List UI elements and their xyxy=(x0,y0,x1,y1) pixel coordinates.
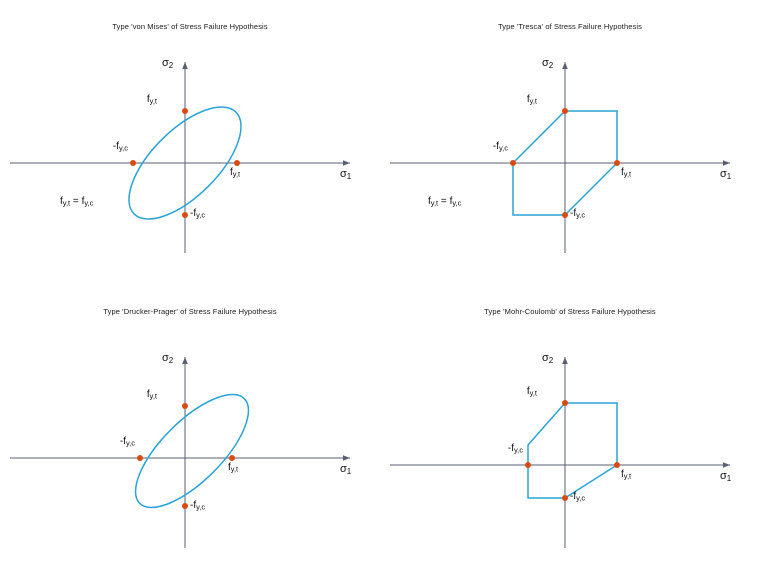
note-equal-strength: $f_{y,t} = f_{y,c}$ xyxy=(428,196,462,208)
label-fyt-right: $f_{y,t}$ xyxy=(230,167,241,179)
y-axis-label: $\sigma_2$ xyxy=(162,352,174,365)
label-fyc-bottom: $-f_{y,c}$ xyxy=(190,208,206,220)
failure-envelope-curve xyxy=(528,403,617,498)
axes xyxy=(390,357,730,548)
label-fyc-left: $-f_{y,c}$ xyxy=(492,141,508,153)
label-fyt-right: $f_{y,t}$ xyxy=(621,167,632,179)
panel-drucker-prager xyxy=(0,285,380,570)
panel-tresca xyxy=(380,0,760,285)
label-fyc-left: $-f_{y,c}$ xyxy=(119,436,135,448)
x-axis-label: $\sigma_1$ xyxy=(720,470,732,483)
label-fyc-left: $-f_{y,c}$ xyxy=(112,141,128,153)
marker-points xyxy=(137,403,235,509)
y-axis-label: $\sigma_2$ xyxy=(542,352,554,365)
von-mises-plot xyxy=(0,0,380,285)
note-equal-strength: $f_{y,t} = f_{y,c}$ xyxy=(60,196,94,208)
label-fyt-right: $f_{y,t}$ xyxy=(621,469,632,481)
label-fyt-top: $f_{y,t}$ xyxy=(146,389,157,401)
label-fyt-top: $f_{y,t}$ xyxy=(526,94,537,106)
label-fyt-right: $f_{y,t}$ xyxy=(228,462,239,474)
label-fyc-bottom: $-f_{y,c}$ xyxy=(570,208,586,220)
panel-title: Type 'Drucker-Prager' of Stress Failure Hypothesis xyxy=(103,307,277,316)
panel-title: Type 'von Mises' of Stress Failure Hypothesis xyxy=(112,22,268,31)
y-axis-label: $\sigma_2$ xyxy=(542,57,554,70)
label-fyc-bottom: $-f_{y,c}$ xyxy=(570,491,586,503)
panel-title: Type 'Tresca' of Stress Failure Hypothesis xyxy=(498,22,642,31)
panel-title: Type 'Mohr-Coulomb' of Stress Failure Hypothesis xyxy=(484,307,656,316)
drucker-prager-plot xyxy=(0,285,380,570)
y-axis-label: $\sigma_2$ xyxy=(162,57,174,70)
x-axis-label: $\sigma_1$ xyxy=(720,168,732,181)
label-fyt-top: $f_{y,t}$ xyxy=(526,386,537,398)
axes xyxy=(10,62,350,253)
panel-mohr-coulomb xyxy=(380,285,760,570)
panel-von-mises xyxy=(0,0,380,285)
mohr-coulomb-plot xyxy=(380,285,760,570)
marker-points xyxy=(525,400,620,501)
axes xyxy=(10,357,350,548)
label-fyt-top: $f_{y,t}$ xyxy=(146,94,157,106)
label-fyc-bottom: $-f_{y,c}$ xyxy=(190,500,206,512)
tresca-plot xyxy=(380,0,760,285)
x-axis-label: $\sigma_1$ xyxy=(340,168,352,181)
axes xyxy=(390,62,730,253)
label-fyc-left: $-f_{y,c}$ xyxy=(507,443,523,455)
x-axis-label: $\sigma_1$ xyxy=(340,463,352,476)
